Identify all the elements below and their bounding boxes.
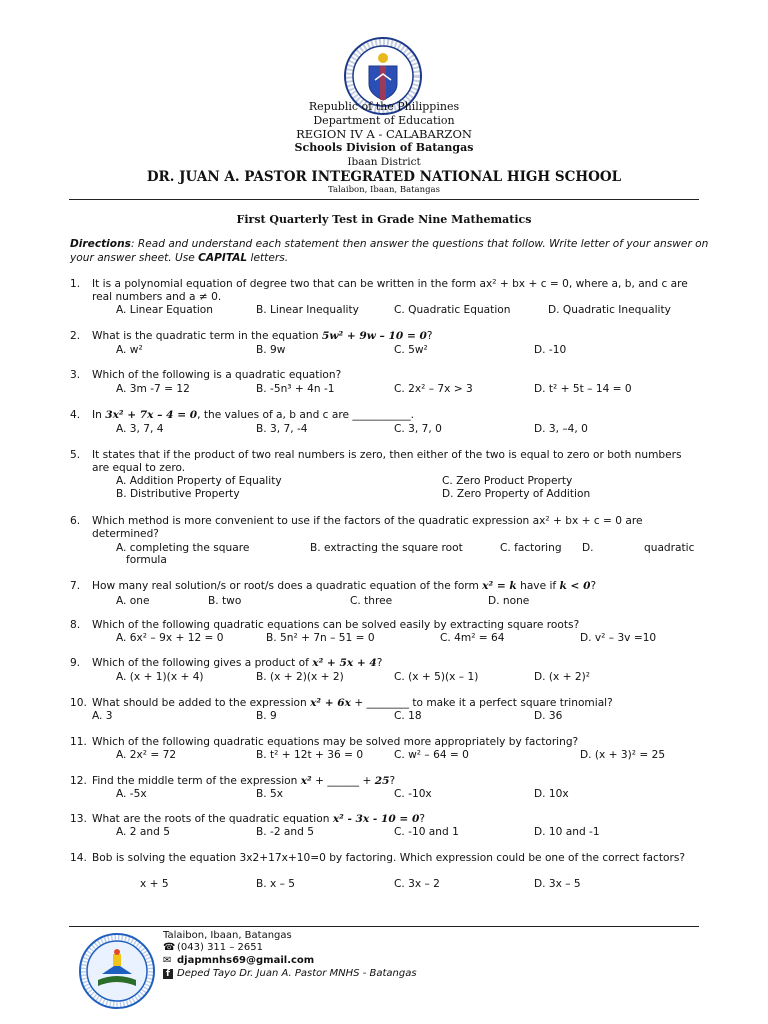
option-d: D. 10x [534,788,569,800]
footer-facebook-page[interactable]: Deped Tayo Dr. Juan A. Pastor MNHS - Batangas [177,968,417,979]
option-a: x + 5 [140,878,169,890]
directions [70,238,710,265]
question-number: 13. [70,813,87,825]
stem-text: ? [426,330,433,342]
question-stem: It states that if the product of two real numbers is zero, then either of the two is equal to zero or both numbers are equal to zero. [92,449,682,474]
question-stem: Which method is more convenient to use if the factors of the quadratic expression ax² + bx + c = 0 are determined? [92,515,643,540]
header-department: Department of Education [313,114,455,127]
question-number: 3. [70,369,81,381]
option-a: A. w² [116,344,143,356]
question-stem: Which of the following quadratic equations can be solved easily by extracting square roots? [92,619,580,631]
option-a: A. 3m -7 = 12 [116,383,190,395]
option-b: B. 3, 7, -4 [256,423,308,435]
stem-equation: x² - 3x - 10 = 0 [332,813,420,825]
option-b: B. Linear Inequality [256,304,359,316]
option-a: A. completing the square [116,542,250,554]
footer-email-address[interactable]: djapmnhs69@gmail.com [177,955,315,966]
option-b: B. extracting the square root [310,542,463,554]
directions-text: : Read and understand each statement then answer the questions that follow. Write letter of your answer on your answer sheet. Use [70,238,709,264]
option-c: C. 4m² = 64 [440,632,505,644]
option-b: B. (x + 2)(x + 2) [256,671,344,683]
question-stem [92,409,698,422]
option-d: D. (x + 3)² = 25 [580,749,666,761]
stem-text: ? [419,813,425,825]
question-number: 14. [70,852,87,864]
directions-text-end: letters. [247,251,289,264]
option-a: A. one [116,595,150,607]
option-a: A. 6x² – 9x + 12 = 0 [116,632,224,644]
stem-equation: x² + 6x [310,697,351,709]
stem-term: x² [300,775,312,787]
option-b: B. 9 [256,710,277,722]
question-stem [92,657,698,670]
option-b: B. t² + 12t + 36 = 0 [256,749,364,761]
stem-text: What should be added to the expression [92,697,311,709]
stem-text: + ________ to make it a perfect square trinomial? [351,697,613,709]
question-number: 12. [70,775,87,787]
option-b: B. x – 5 [256,878,296,890]
option-d-text-wrap: formula [126,554,167,566]
header-division: Schools Division of Batangas [294,141,474,154]
option-c: C. w² – 64 = 0 [394,749,469,761]
question-stem: Bob is solving the equation 3x2+17x+10=0 by factoring. Which expression could be one of the correct factors? [92,852,685,864]
stem-text: Find the middle term of the expression [92,775,301,787]
school-logo [78,932,156,1010]
footer-phone [163,942,263,954]
option-c: C. -10x [394,788,432,800]
stem-text: What are the roots of the quadratic equation [92,813,333,825]
school-address: Talaibon, Ibaan, Batangas [328,185,440,195]
question-number: 5. [70,449,81,461]
school-name: DR. JUAN A. PASTOR INTEGRATED NATIONAL HIGH SCHOOL [146,169,622,185]
footer-phone-number: (043) 311 – 2651 [177,942,263,953]
option-c: C. Zero Product Property [442,475,573,487]
option-c: C. -10 and 1 [394,826,459,838]
option-b: B. Distributive Property [116,488,240,500]
option-b: B. -2 and 5 [256,826,314,838]
stem-text: ? [376,657,383,669]
option-a: A. -5x [116,788,147,800]
option-a: A. 2 and 5 [116,826,170,838]
question-number: 8. [70,619,81,631]
option-b: B. 5n² + 7n – 51 = 0 [266,632,375,644]
header-divider [69,199,699,200]
option-c: C. 2x² – 7x > 3 [394,383,473,395]
option-c: C. Quadratic Equation [394,304,511,316]
stem-text: How many real solution/s or root/s does a quadratic equation of the form [92,580,483,592]
directions-label: Directions [70,238,131,250]
question-number: 7. [70,580,81,592]
option-c: C. 18 [394,710,422,722]
stem-text: In [92,409,106,421]
option-d: D. Zero Property of Addition [442,488,591,500]
option-c: C. three [350,595,393,607]
option-c: C. 3, 7, 0 [394,423,442,435]
stem-term: 25 [374,775,390,787]
header-republic: Republic of the Philippines [308,100,460,113]
option-d: D. (x + 2)² [534,671,591,683]
stem-equation: x² + 5x + 4 [312,657,377,669]
directions-capital: CAPITAL [198,251,248,264]
stem-equation: x² = k [482,580,517,592]
option-d: D. 36 [534,710,563,722]
option-d: D. v² – 3v =10 [580,632,657,644]
question-number: 9. [70,657,81,669]
stem-text: ? [389,775,396,787]
option-d-text: quadratic [644,542,695,554]
question-number: 1. [70,278,81,290]
footer-address: Talaibon, Ibaan, Batangas [163,930,292,941]
footer-divider [69,926,699,927]
footer-email[interactable] [163,955,314,967]
question-number: 6. [70,515,81,527]
question-number: 2. [70,330,81,342]
footer-facebook[interactable] [163,968,417,980]
option-c: C. 5w² [394,344,428,356]
header-region: REGION IV A - CALABARZON [296,127,472,141]
facebook-icon: f [163,969,173,979]
question-stem [92,330,698,343]
stem-text: + ______ + [311,775,375,787]
option-b: B. 5x [256,788,284,800]
option-a: A. Linear Equation [116,304,214,316]
option-b: B. two [208,595,242,607]
question-stem: Which of the following quadratic equations may be solved more appropriately by factoring? [92,736,579,748]
option-d: D. none [488,595,530,607]
question-number: 4. [70,409,81,421]
stem-condition: k < 0 [559,580,591,592]
option-d: D. t² + 5t – 14 = 0 [534,383,632,395]
question-stem [92,813,698,826]
envelope-icon: ✉ [163,955,172,966]
option-d: D. 3, –4, 0 [534,423,588,435]
question-stem [92,697,698,710]
option-d: D. 3x – 5 [534,878,581,890]
option-b: B. -5n³ + 4n -1 [256,383,335,395]
stem-equation: 3x² + 7x – 4 = 0 [105,409,198,421]
option-a: A. 3, 7, 4 [116,423,164,435]
question-stem [92,775,698,788]
option-d: D. -10 [534,344,567,356]
test-title: First Quarterly Test in Grade Nine Mathematics [236,213,532,226]
option-a: A. 2x² = 72 [116,749,177,761]
option-a: A. 3 [92,710,113,722]
option-a: A. (x + 1)(x + 4) [116,671,204,683]
question-stem [92,580,698,593]
option-a: A. Addition Property of Equality [116,475,282,487]
option-c: C. (x + 5)(x – 1) [394,671,479,683]
option-b: B. 9w [256,344,286,356]
header-district: Ibaan District [347,156,421,168]
stem-text: , the values of a, b and c are ___________. [197,409,414,421]
question-number: 10. [70,697,87,709]
phone-icon: ☎ [163,942,176,953]
option-c: C. factoring [500,542,562,554]
stem-text: Which of the following gives a product of [92,657,313,669]
stem-equation: 5w² + 9w – 10 = 0 [322,330,427,342]
stem-text: ? [590,580,597,592]
question-stem: Which of the following is a quadratic equation? [92,369,342,381]
question-stem: It is a polynomial equation of degree two that can be written in the form ax² + bx + c = 0, where a, b, and c are real numbers and a ≠ 0. [92,278,688,303]
option-d: D. 10 and -1 [534,826,600,838]
option-d: D. [582,542,594,554]
stem-text: What is the quadratic term in the equation [92,330,322,342]
question-number: 11. [70,736,87,748]
option-d: D. Quadratic Inequality [548,304,671,316]
stem-text: have if [516,580,560,592]
option-c: C. 3x – 2 [394,878,440,890]
